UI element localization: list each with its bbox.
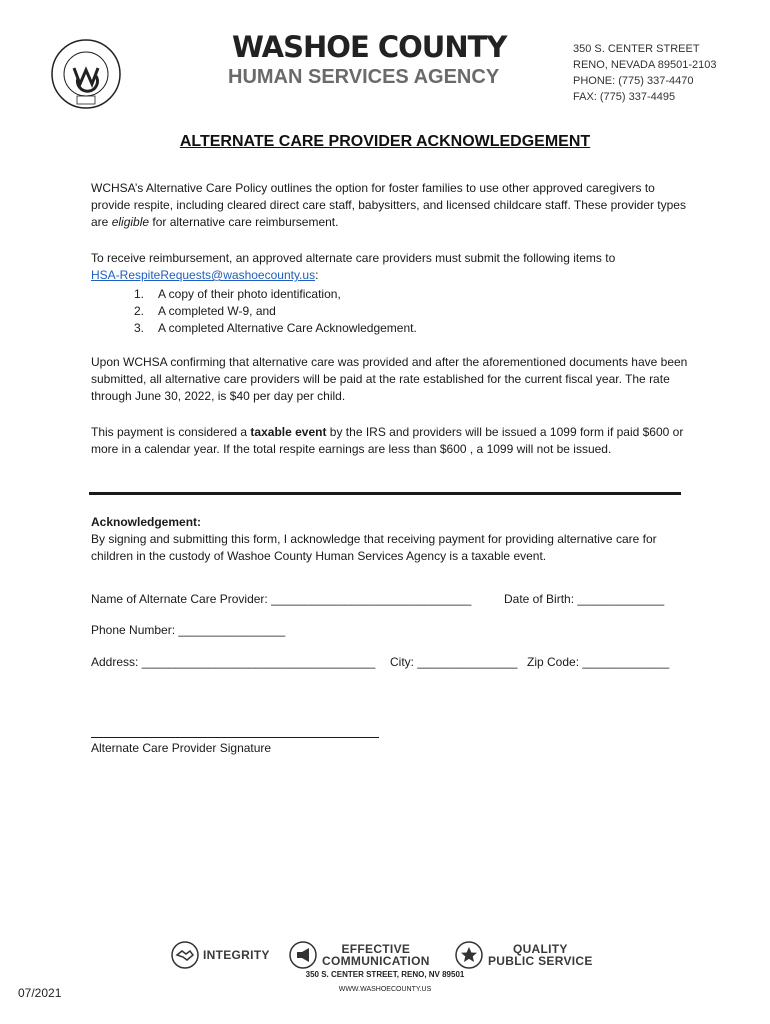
- contact-city: RENO, NEVADA 89501-2103: [573, 59, 717, 71]
- contact-phone: PHONE: (775) 337-4470: [573, 75, 694, 87]
- contact-street: 350 S. CENTER STREET: [573, 43, 700, 55]
- signature-line[interactable]: [91, 737, 379, 738]
- tax-paragraph: This payment is considered a taxable event by the IRS and providers will be issued a 1099 form if paid $600 or more in a calendar year. If the total respite earnings are less than $600 , a 1099 will not be issued.: [91, 425, 684, 456]
- requirements-list: [134, 286, 417, 337]
- org-name: WASHOE COUNTY: [232, 30, 507, 64]
- zip-code-field[interactable]: Zip Code: _____________: [527, 655, 670, 669]
- address-field[interactable]: Address: ___________________________________: [91, 655, 376, 669]
- list-item: 1. A copy of their photo identification,: [134, 287, 341, 301]
- footer-address: 350 S. CENTER STREET, RENO, NV 89501: [305, 970, 465, 979]
- list-item: 3. A completed Alternative Care Acknowledgement.: [134, 321, 417, 335]
- page-title: ALTERNATE CARE PROVIDER ACKNOWLEDGEMENT: [179, 133, 591, 150]
- contact-fax: FAX: (775) 337-4495: [573, 91, 676, 103]
- star-icon: [454, 940, 484, 970]
- footer-website[interactable]: WWW.WASHOECOUNTY.US: [338, 986, 432, 993]
- revision-date: 07/2021: [18, 986, 62, 1000]
- email-link[interactable]: HSA-RespiteRequests@washoecounty.us: [91, 268, 316, 282]
- date-of-birth-field[interactable]: Date of Birth: _____________: [504, 592, 665, 606]
- acknowledgement-heading: Acknowledgement:: [91, 515, 202, 529]
- payment-rate-paragraph: Upon WCHSA confirming that alternative care was provided and after the aforementioned documents have been submitted, all alternative care providers will be paid at the rate established for the current fiscal year. The rate through June 30, 2022, is $40 per day per child.: [91, 355, 688, 403]
- policy-paragraph: WCHSA’s Alternative Care Policy outlines the option for foster families to use other approved caregivers to provide respite, including cleared direct care staff, babysitters, and licensed childcare staff. These provider types are eligible for alternative care reimbursement.: [91, 181, 686, 229]
- phone-number-field[interactable]: Phone Number: ________________: [91, 623, 286, 637]
- provider-name-field[interactable]: Name of Alternate Care Provider: ______________________________: [91, 592, 472, 606]
- signature-label: Alternate Care Provider Signature: [91, 741, 272, 755]
- submission-paragraph: To receive reimbursement, an approved alternate care providers must submit the following items to HSA-RespiteRequests@washoecounty.us:: [91, 251, 616, 282]
- list-item: 2. A completed W-9, and: [134, 304, 276, 318]
- footer-communication: EFFECTIVE COMMUNICATION: [288, 940, 430, 970]
- footer-integrity: INTEGRITY: [170, 940, 270, 970]
- acknowledgement-text: By signing and submitting this form, I acknowledge that receiving payment for providing alternative care for children in the custody of Washoe County Human Services Agency is a taxable event.: [91, 532, 657, 563]
- county-seal-logo: [50, 38, 122, 110]
- contact-block: [573, 41, 716, 105]
- footer-quality: QUALITY PUBLIC SERVICE: [454, 940, 593, 970]
- city-field[interactable]: City: _______________: [390, 655, 518, 669]
- megaphone-icon: [288, 940, 318, 970]
- section-divider: [89, 492, 681, 495]
- handshake-icon: [170, 940, 200, 970]
- org-subtitle: HUMAN SERVICES AGENCY: [228, 66, 500, 88]
